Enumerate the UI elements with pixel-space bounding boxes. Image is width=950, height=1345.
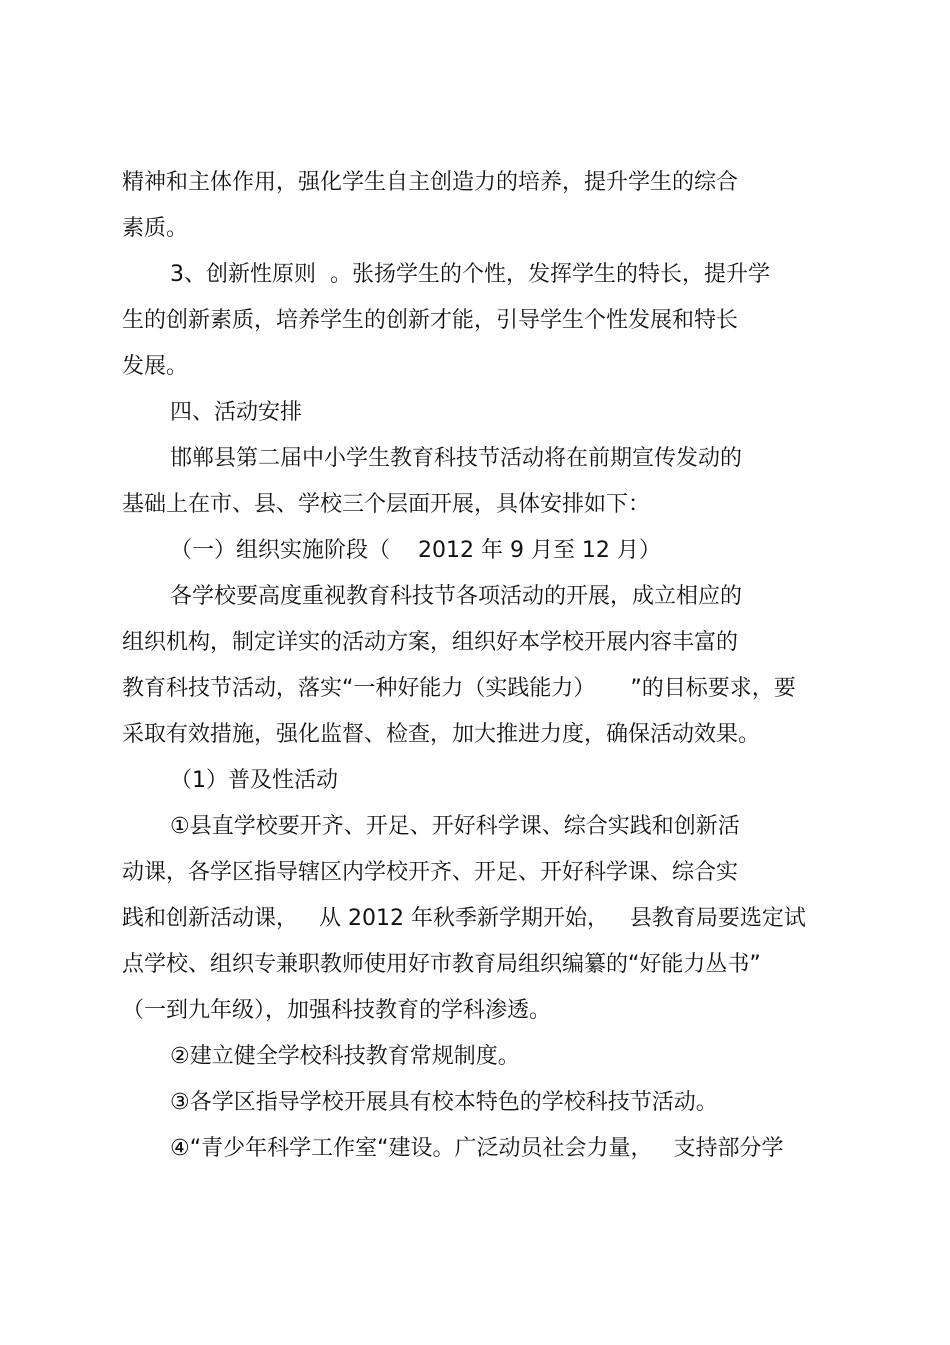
paragraph-line-12: 教育科技节活动，落实“一种好能力（实践能力） ”的目标要求，要 <box>122 676 796 701</box>
paragraph-line-4: 生的创新素质，培养学生的创新才能，引导学生个性发展和特长 <box>122 308 739 333</box>
paragraph-line-19: （一到九年级），加强科技教育的学科渗透。 <box>122 998 552 1023</box>
item-heading: （1）普及性活动 <box>170 768 338 793</box>
paragraph-line-10: 各学校要高度重视教育科技节各项活动的开展，成立相应的 <box>170 584 743 609</box>
paragraph-line-15: ①县直学校要开齐、开足、开好科学课、综合实践和创新活 <box>170 814 740 839</box>
paragraph-line-17: 践和创新活动课， 从 2012 年秋季新学期开始， 县教育局要选定试 <box>122 906 806 931</box>
paragraph-line-18: 点学校、组织专兼职教师使用好市教育局组织编纂的“好能力丛书” <box>122 952 761 977</box>
section-heading: 四、活动安排 <box>170 400 303 425</box>
paragraph-line-22: ④“青少年科学工作室“建设。广泛动员社会力量， 支持部分学 <box>170 1136 784 1161</box>
paragraph-line-20: ②建立健全学校科技教育常规制度。 <box>170 1044 520 1069</box>
paragraph-line-1: 精神和主体作用，强化学生自主创造力的培养，提升学生的综合 <box>122 170 739 195</box>
paragraph-line-13: 采取有效措施，强化监督、检查，加大推进力度，确保活动效果。 <box>122 722 761 747</box>
subsection-heading: （一）组织实施阶段（ 2012 年 9 月至 12 月） <box>170 538 661 563</box>
paragraph-line-8: 基础上在市、县、学校三个层面开展，具体安排如下： <box>122 492 651 517</box>
paragraph-line-5: 发展。 <box>122 354 189 379</box>
paragraph-line-16: 动课，各学区指导辖区内学校开齐、开足、开好科学课、综合实 <box>122 860 739 885</box>
paragraph-line-21: ③各学区指导学校开展具有校本特色的学校科技节活动。 <box>170 1090 718 1115</box>
paragraph-line-2: 素质。 <box>122 216 189 241</box>
paragraph-line-3: 3、创新性原则 。张扬学生的个性，发挥学生的特长，提升学 <box>170 262 770 287</box>
paragraph-line-7: 邯郸县第二届中小学生教育科技节活动将在前期宣传发动的 <box>170 446 743 471</box>
paragraph-line-11: 组织机构，制定详实的活动方案，组织好本学校开展内容丰富的 <box>122 630 739 655</box>
